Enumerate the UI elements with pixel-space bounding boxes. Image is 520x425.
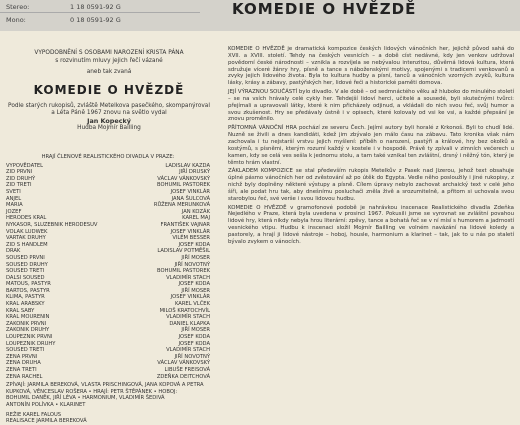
cast-role: KRAL ARABSKY — [6, 301, 45, 308]
cast-actor: JANA ŠULCOVÁ — [171, 195, 210, 202]
production-credits — [6, 412, 210, 425]
cast-row — [6, 321, 210, 328]
cast-actor: KAREL VLČEK — [174, 301, 210, 308]
cast-list — [6, 154, 210, 425]
cast-row — [6, 268, 210, 275]
cast-role: ZID TRETI — [6, 182, 32, 189]
cast-actor: MILOŠ KRATOCHVÍL — [159, 307, 210, 314]
cast-role: ZID PRVNI — [6, 169, 33, 176]
ensemble-line: BOHUMIL DANĚK, JIŘÍ LÉVA • HARMONIUM, VLADIMÍR ŠEDIVÁ — [6, 395, 165, 402]
cast-actor: JOSEF KODA — [178, 281, 210, 288]
stereo-catalog-number: 1 18 0591-92 G — [70, 3, 121, 11]
cast-row — [6, 367, 210, 374]
cast-row — [6, 248, 210, 255]
cast-actor: VILÉM BESSER — [172, 235, 210, 242]
cast-role: ZID DRUHÝ — [6, 175, 36, 182]
cast-row — [6, 255, 210, 262]
cast-role: NYKASOR, SLUZEBNIK HERODESUV — [6, 221, 98, 228]
cast-actor: BOHUMIL PASTOREK — [157, 182, 210, 189]
cast-role: DALSI SOUSED — [6, 274, 45, 281]
cast-role: SOUSED PRVNI — [6, 254, 45, 261]
cast-role: ZENA RACHEL — [6, 373, 43, 380]
cast-role: ZID S HANDLEM — [6, 241, 48, 248]
cast-row — [6, 209, 210, 216]
cast-header: HRAJÍ ČLENOVÉ REALISTICKÉHO DIVADLA V PRAZE: — [41, 154, 175, 160]
ensemble-credits — [6, 382, 210, 408]
cast-actor: VLADIMÍR STACH — [166, 274, 210, 281]
cast-actor: JOSEF VINKLÁR — [170, 228, 210, 235]
cast-row — [6, 189, 210, 196]
credit-author: Jan Kopecký — [87, 116, 131, 125]
cast-actor: JOSEF KODA — [178, 340, 210, 347]
cast-actor: JIŘÍ MOSER — [181, 254, 210, 261]
cast-role: SOUSED TRETI — [6, 268, 45, 275]
cast-role: ZAKONIK DRUHY — [6, 327, 50, 334]
production-credit-line: REŽIE KAREL FALOUS — [6, 411, 62, 418]
cast-row — [6, 334, 210, 341]
cast-row — [6, 202, 210, 209]
cast-actor: JIŘÍ MOSER — [181, 327, 210, 334]
cast-row — [6, 176, 210, 183]
cast-role: SVETI — [6, 188, 21, 195]
cast-role: VYPOVĚDATEL — [6, 162, 44, 169]
cast-role: BARTOS, PASTYR — [6, 287, 50, 294]
cast-row — [6, 215, 210, 222]
cast-row — [6, 301, 210, 308]
cast-role: HERODES KRAL — [6, 215, 47, 222]
cast-role: VOLAK LUDWEK — [6, 228, 48, 235]
cast-role: LOUPEZNIK DRUHY — [6, 340, 56, 347]
intro-line: aneb tak zvaná — [86, 69, 132, 75]
cast-actor: ZDEŇKA DEITCHOVÁ — [156, 373, 210, 380]
cast-row — [6, 281, 210, 288]
cast-actor: RŮŽENA MERUNKOVÁ — [153, 202, 210, 209]
cast-actor: VLADIMÍR STACH — [166, 314, 210, 321]
mono-catalog-number: 0 18 0591-92 G — [70, 16, 121, 24]
cast-actor: JOSEF KODA — [178, 241, 210, 248]
stereo-label: Stereo: — [6, 3, 30, 11]
cast-row — [6, 347, 210, 354]
cast-actor: JIŘÍ MOSER — [181, 287, 210, 294]
cast-role: KRAL SABY — [6, 307, 35, 314]
cast-actor: KAREL MAJ — [182, 215, 210, 222]
ensemble-line: ZPÍVAJÍ: JARMILA BEREKOVÁ, VLASTA PRISCHINGOVÁ, JANA KOPOVÁ A PETRA — [6, 382, 204, 389]
liner-paragraph: KOMEDIE O HVĚZDĚ je dramatická kompozice českých lidových vánočních her, jejichž původ sahá do XVII. a XVIII. století. Tehdy na českých vesnicích – a době císt nedávné, kdy jen venkov udržoval povědomí české národnosti – vznikla a rozvíjela se nebývalou intenzitou, důvěrná lidová kultura, která sdružuje víceré žánry hry, písně a tance s náboženskými motivy, spojenými s tradicemi venkovanů a zvyky jejich lidového života. Byla to kultura hudby a písní, tanců a vánočních vzorných zvyků, kultura lásky, krásy a zábavy, pastýřských her, lidové řeči a historické paměti domova. — [228, 46, 514, 87]
production-credit-line: REALISACE JARMILA BEREKOVÁ — [6, 418, 87, 425]
cast-role: MARIA — [6, 202, 23, 209]
liner-paragraph: KOMEDIE O HVĚZDĚ v gramofonové podobě je nahrávkou inscenace Realistického divadla Zdeňka Nejedlého v Praze, která byla uvedena v prosinci 1967. Pokusili jsme se vyrovnat se zvláštní povahou lidové hry, která nikdy nebyla hrou literární: zpěvy, tance a bohatá řeč se v ní mísí s humorem a jadrností vesnického vtipu. Hudbu k inscenaci složil Mojmír Bailling ve volném navázání na lidové koledy a pastorely, a hrají ji lidové nástroje – hoboj, housle, harmonium a klarinet – tak, jak to u nás po staletí bývalo zvykem o vánocích. — [228, 204, 514, 245]
cast-role: KLIMA, PASTYR — [6, 294, 45, 301]
cast-role: JOZEF — [6, 208, 22, 215]
credit-line: a Léta Páně 1967 znovu na světlo vydal — [51, 110, 167, 116]
cast-row — [6, 262, 210, 269]
cast-rows — [6, 163, 210, 381]
divider — [0, 12, 200, 13]
album-title: KOMEDIE O HVĚZDĚ — [232, 0, 417, 18]
intro-line: VYPODOBNĚNÍ S OSOBAMI NAROZENÍ KRISTA PÁNA — [34, 50, 184, 56]
cast-actor: LIBUŠE FREISOVÁ — [164, 367, 210, 373]
title-block — [6, 50, 212, 133]
cast-actor: JIŘÍ NOVOTNÝ — [174, 261, 210, 268]
cast-actor: JOSEF VINKLÁR — [170, 294, 210, 301]
cast-role: ZENA PRVNI — [6, 353, 38, 360]
cast-row — [6, 222, 210, 229]
cast-actor: JOSEF KODA — [178, 334, 210, 341]
cast-row — [6, 374, 210, 381]
cast-role: ZENA TRETI — [6, 367, 37, 373]
mono-label: Mono: — [6, 16, 26, 24]
cast-row — [6, 314, 210, 321]
cast-row — [6, 275, 210, 282]
cast-actor: LADISLAV KAZDA — [165, 162, 210, 169]
cast-row — [6, 360, 210, 367]
cast-actor: VÁCLAV VÁNKOVSKÝ — [157, 360, 210, 367]
cast-row — [6, 169, 210, 176]
cast-role: SOUSED DRUHY — [6, 261, 48, 268]
cast-role: KRAL MOURENIN — [6, 314, 50, 321]
cast-actor: JIŘÍ DRUSKÝ — [179, 169, 210, 176]
cast-actor: DANIEL KLAPKA — [169, 320, 210, 327]
cast-actor: JAN KOZÁK — [181, 208, 210, 215]
cast-actor: LADISLAV POTMĚŠIL — [157, 248, 210, 255]
cast-role: ANJEL — [6, 195, 22, 202]
intro-line: s rozvinutím mluvy jejich řečí vázané — [55, 57, 163, 64]
cast-role: SOUSED TRETI — [6, 347, 45, 354]
cast-role: ZAKONIK PRVNI — [6, 320, 47, 327]
credit-line: Podle starých rukopisů, zvláště Metelkova pasečkého, skompanýroval — [8, 102, 210, 109]
ensemble-line: KUPKOVÁ, VĚNCESLAV ROŠERA • HRAJÍ: PETR ŠTĚPÁNEK • HOBOJ: — [6, 388, 178, 395]
cast-role: VARTAK DRUHY — [6, 235, 46, 242]
ensemble-line: ANTONÍN POLÍVKA • KLARINET — [6, 401, 86, 408]
credit-music: Hudba Mojmír Bailling — [77, 125, 141, 131]
cast-row — [6, 235, 210, 242]
cast-role: LOUPEZNIK PRVNI — [6, 334, 53, 341]
cast-actor: BOHUMIL PASTOREK — [157, 268, 210, 275]
cast-role: DRAK — [6, 248, 21, 255]
cast-row — [6, 182, 210, 189]
liner-notes — [228, 46, 514, 398]
cast-actor: VÁCLAV VÁNKOVSKÝ — [157, 175, 210, 182]
cast-actor: VLADIMÍR STACH — [166, 347, 210, 354]
cast-role: ZENA DRUHA — [6, 360, 41, 367]
liner-paragraph: ZÁKLADEM KOMPOZICE se stal především rukopis Metelkův z Pasek nad Jizerou, jehož text obsahuje úplné pásmo vánočních her od zvěstování až po útěk do Egypta. Vedle něho posloužily i jiné rukopisy, z nichž byly doplněny některé výstupy a písně. Cílem úpravy nebylo zachovat archaický text v celé jeho šíři, ale podat hru tak, aby dnešnímu posluchači zněla živě a srozumitelně, a přitom si uchovala svou starobylou řeč, své verše i svou lidovou hudbu. — [228, 168, 514, 202]
liner-paragraph: JEJÍ VÝRAZNOU SOUČÁSTÍ bylo divadlo. V ale době – od sedmnáctého věku až hluboko do minulého století – se na vsích hrávaly celé cykly her. Tehdejší lidoví herci, učitelé a sousedé, byli skutečnými tvůrci: přejímali a upravovali látky, které k nim přicházely odjinud, a vkládali do nich svou řeč, svůj humor a svou zkušenost. Hry se předávaly ústně i v opisech, které kolovaly od vsi ke vsi, a každé přepsání je znovu proměnilo. — [228, 89, 514, 123]
cast-actor: JOSEF VINKLÁR — [170, 188, 210, 195]
liner-paragraph: PŘÍTOMNÁ VÁNOČNÍ HRA pochází ze severu Čech. Jejími autory byli horalé z Krkonoš. Byli to chudí lidé. Nuzně se živili a dnes kandidáti, kdež jim zbývalo jen málo času na zábavu. Tato kronika však nám zachovala i tu nejstarší vrstvu jejich myšlení: příběh o narození, pastýři a králové, hry bez okolků a kostýmů, s písněmi, kterým rozumí každý v kostele i v hospodě. Právě ty zpívali v zimních večerech u kamen, kdy se celá ves sešla k jednomu stolu, a tam také vznikal ten zvláštní, drsný i něžný tón, který je těmto hrám vlastní. — [228, 125, 514, 166]
cast-actor: JIŘÍ NOVOTNÝ — [174, 353, 210, 360]
work-title: KOMEDIE O HVĚZDĚ — [33, 82, 185, 97]
cast-row — [6, 327, 210, 334]
cast-actor: FRANTIŠEK VAJNAR — [160, 221, 210, 228]
cast-role: MATOUS, PASTYR — [6, 281, 51, 288]
